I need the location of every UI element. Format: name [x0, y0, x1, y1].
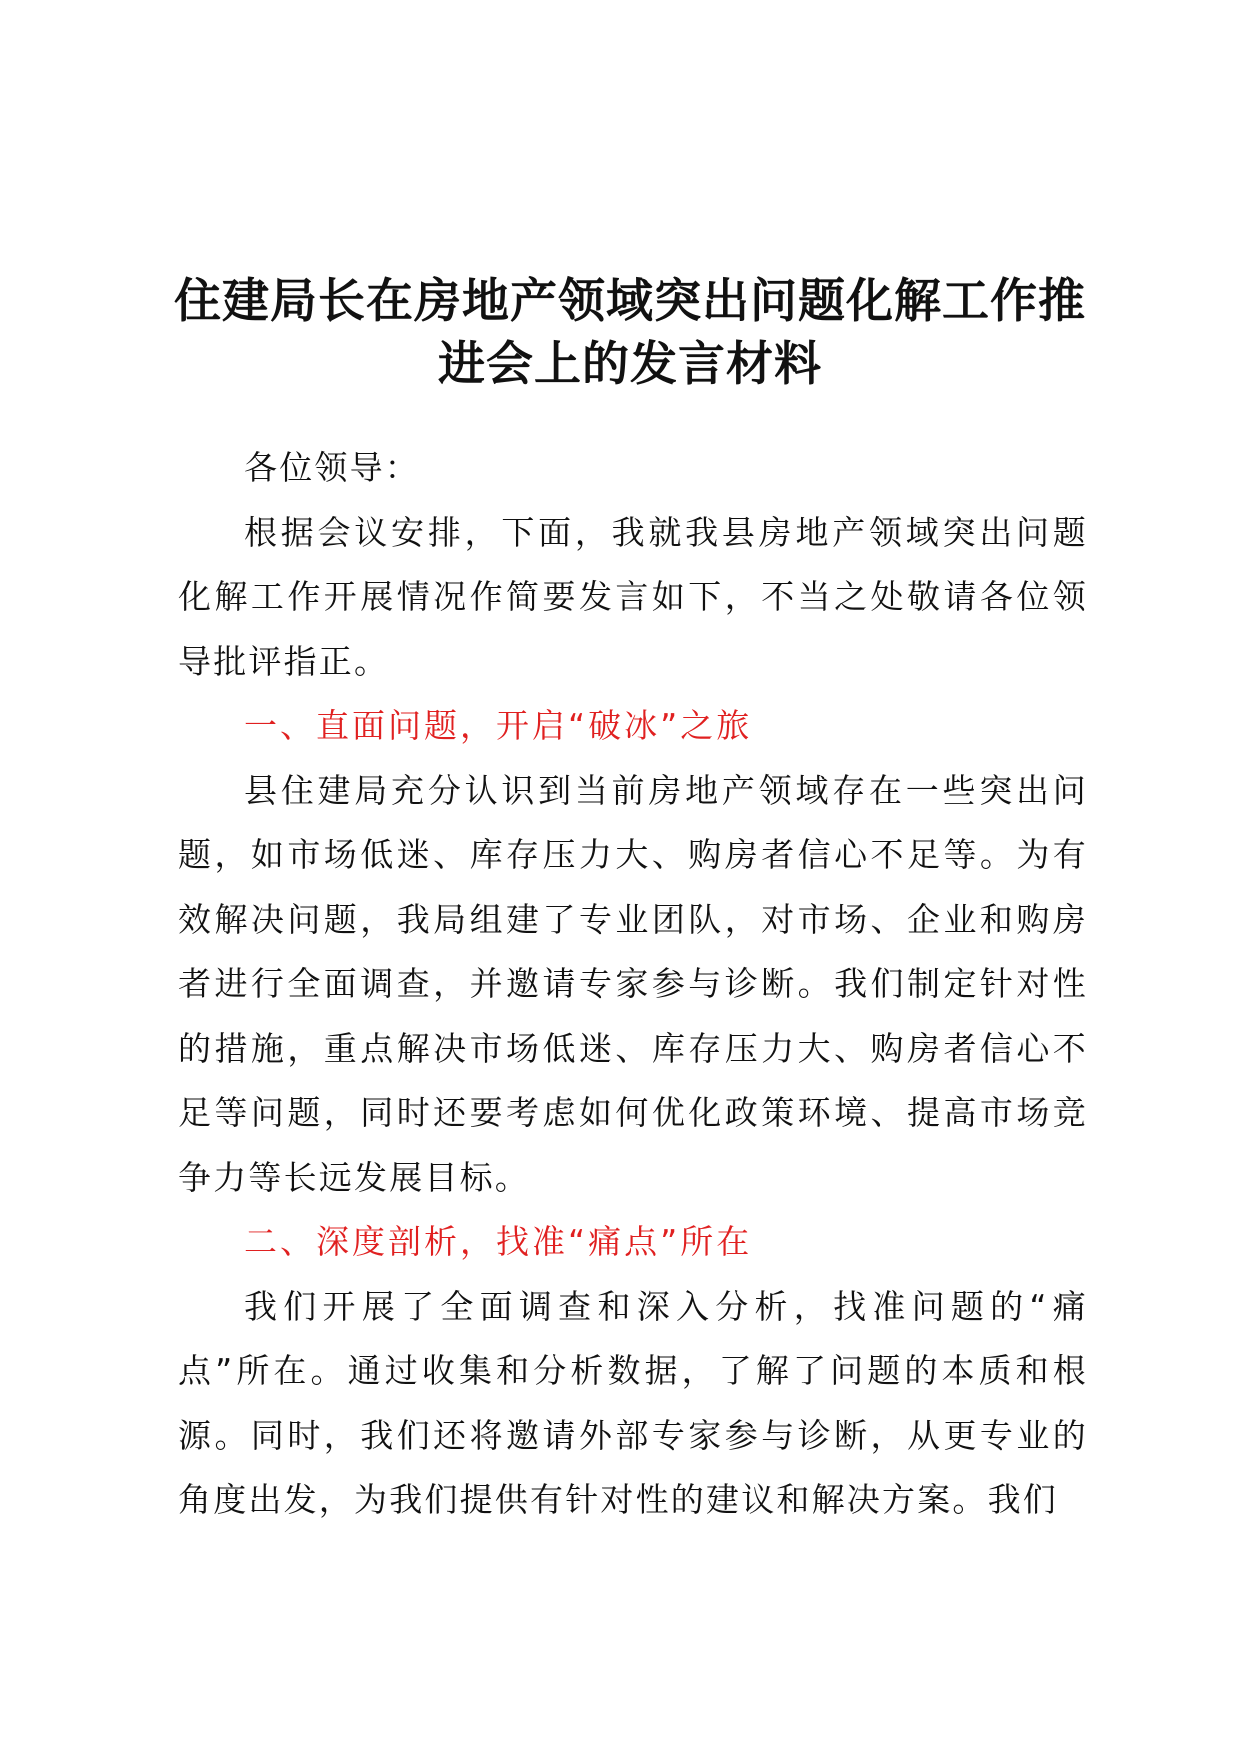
document-title-line-2: 进会上的发言材料	[438, 337, 822, 392]
document-body	[178, 436, 1088, 1533]
intro-paragraph: 根据会议安排，下面，我就我县房地产领域突出问题化解工作开展情况作简要发言如下，不当之处敬请各位领导批评指正。	[178, 512, 1088, 681]
document-title-line-1: 住建局长在房地产领域突出问题化解工作推	[174, 274, 1086, 329]
section-heading-1: 一、直面问题，开启“破冰”之旅	[244, 706, 753, 745]
salutation: 各位领导：	[244, 448, 420, 487]
section-paragraph-2: 我们开展了全面调查和深入分析，找准问题的“痛点”所在。通过收集和分析数据，了解了问题的本质和根源。同时，我们还将邀请外部专家参与诊断，从更专业的角度出发，为我们提供有针对性的建议和解决方案。我们	[178, 1286, 1088, 1519]
section-paragraph-1: 县住建局充分认识到当前房地产领域存在一些突出问题，如市场低迷、库存压力大、购房者信心不足等。为有效解决问题，我局组建了专业团队，对市场、企业和购房者进行全面调查，并邀请专家参与诊断。我们制定针对性的措施，重点解决市场低迷、库存压力大、购房者信心不足等问题，同时还要考虑如何优化政策环境、提高市场竞争力等长远发展目标。	[178, 770, 1088, 1197]
section-heading-2: 二、深度剖析，找准“痛点”所在	[244, 1222, 753, 1261]
